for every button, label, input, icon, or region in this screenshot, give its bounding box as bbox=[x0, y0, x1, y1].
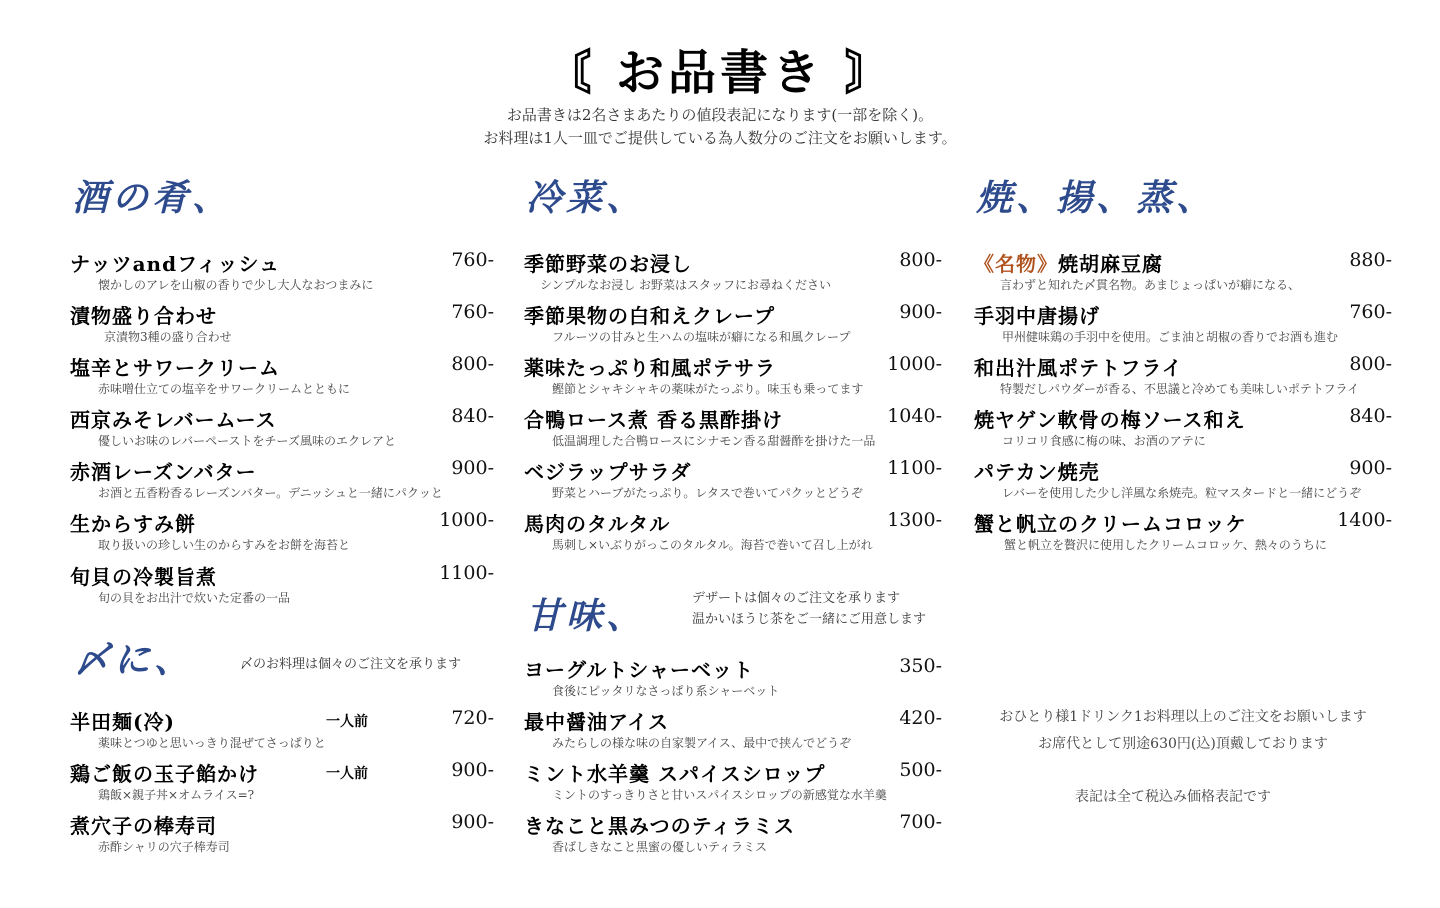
item-description: お酒と五香粉香るレーズンバター。デニッシュと一緒にパクッと bbox=[98, 486, 443, 500]
menu-item bbox=[974, 508, 1392, 560]
menu-item bbox=[524, 758, 942, 810]
item-name: 赤酒レーズンバター bbox=[70, 460, 257, 484]
menu-item bbox=[974, 404, 1392, 456]
section-heading-reisai: 冷菜、 bbox=[526, 177, 647, 219]
menu-item bbox=[524, 810, 942, 862]
footer-note-tax: 表記は全て税込み価格表記です bbox=[1075, 789, 1271, 805]
item-name: 生からすみ餅 bbox=[70, 512, 196, 536]
item-price: 800- bbox=[451, 353, 494, 375]
item-price: 500- bbox=[899, 759, 942, 781]
item-description: 鶏飯×親子丼×オムライス=? bbox=[98, 788, 255, 802]
item-name: パテカン焼売 bbox=[974, 460, 1100, 484]
item-name: ヨーグルトシャーベット bbox=[524, 658, 754, 682]
menu-item bbox=[70, 758, 494, 810]
item-price: 1100- bbox=[887, 457, 942, 479]
intro-line-1: お品書きは2名さまあたりの値段表記になります(一部を除く)。 bbox=[506, 106, 934, 124]
item-description: コリコリ食感に梅の味、お酒のアテに bbox=[1002, 434, 1206, 448]
item-name-text: 焼胡麻豆腐 bbox=[1058, 252, 1163, 276]
item-name: 季節野菜のお浸し bbox=[524, 252, 692, 276]
item-description: 赤酢シャリの穴子棒寿司 bbox=[98, 840, 230, 854]
item-name: 煮穴子の棒寿司 bbox=[70, 814, 217, 838]
menu-item bbox=[524, 654, 942, 706]
item-description: 食後にピッタリなさっぱり系シャーベット bbox=[552, 684, 780, 698]
item-name: 薬味たっぷり和風ポテサラ bbox=[524, 356, 776, 380]
item-description: 言わずと知れた〆貫名物。あまじょっぱいが癖になる、 bbox=[1000, 278, 1301, 292]
item-name bbox=[974, 248, 1163, 277]
item-price: 1000- bbox=[887, 353, 942, 375]
item-description: 特製だしパウダーが香る、不思議と冷めても美味しいポテトフライ bbox=[1000, 382, 1360, 396]
item-name: 手羽中唐揚げ bbox=[974, 304, 1100, 328]
menu-item bbox=[974, 352, 1392, 404]
item-price: 1300- bbox=[887, 509, 942, 531]
item-price: 1000- bbox=[439, 509, 494, 531]
menu-item bbox=[70, 706, 494, 758]
menu-item bbox=[974, 456, 1392, 508]
section-heading-yaki: 焼、揚、蒸、 bbox=[976, 177, 1217, 219]
item-description: 鰹節とシャキシャキの薬味がたっぷり。味玉も乗ってます bbox=[552, 382, 864, 396]
item-portion: 一人前 bbox=[326, 714, 368, 730]
item-price: 800- bbox=[1349, 353, 1392, 375]
item-description: 薬味とつゆと思いっきり混ぜてさっぱりと bbox=[98, 736, 326, 750]
menu-item bbox=[524, 706, 942, 758]
item-price: 840- bbox=[451, 405, 494, 427]
item-name: 漬物盛り合わせ bbox=[70, 304, 217, 328]
item-portion: 一人前 bbox=[326, 766, 368, 782]
item-description: 旬の貝をお出汁で炊いた定番の一品 bbox=[98, 591, 291, 605]
item-name: 季節果物の白和えクレープ bbox=[524, 304, 775, 328]
menu-item bbox=[70, 508, 494, 560]
item-name: 塩辛とサワークリーム bbox=[70, 356, 280, 380]
item-price: 900- bbox=[451, 457, 494, 479]
item-price: 880- bbox=[1349, 249, 1392, 271]
item-name: ベジラップサラダ bbox=[524, 460, 692, 484]
menu-item bbox=[70, 810, 494, 862]
item-description: 取り扱いの珍しい生のからすみをお餅を海苔と bbox=[98, 538, 351, 552]
amami-note-1: デザートは個々のご注文を承ります bbox=[692, 591, 901, 606]
item-price: 1100- bbox=[439, 562, 494, 584]
item-description: 野菜とハーブがたっぷり。レタスで巻いてパクッとどうぞ bbox=[552, 486, 863, 500]
item-price: 800- bbox=[899, 249, 942, 271]
item-name: 合鴨ロース煮 香る黒酢掛け bbox=[524, 408, 783, 432]
menu-item bbox=[70, 300, 494, 352]
item-price: 760- bbox=[1349, 301, 1392, 323]
item-name: 旬貝の冷製旨煮 bbox=[70, 565, 217, 589]
menu-item bbox=[70, 456, 494, 508]
item-name: 西京みそレバームース bbox=[70, 408, 277, 432]
item-description: レバーを使用した少し洋風な糸焼売。粒マスタードと一緒にどうぞ bbox=[1002, 486, 1362, 500]
item-price: 900- bbox=[451, 759, 494, 781]
item-description: 香ばしきなこと黒蜜の優しいティラミス bbox=[552, 840, 768, 854]
menu-item bbox=[70, 404, 494, 456]
menu-item bbox=[70, 248, 494, 300]
item-name: 蟹と帆立のクリームコロッケ bbox=[974, 512, 1247, 536]
specialty-tag: 《名物》 bbox=[974, 252, 1058, 276]
menu-item bbox=[524, 352, 942, 404]
item-price: 840- bbox=[1349, 405, 1392, 427]
item-name: 半田麺(冷) bbox=[70, 710, 175, 734]
item-name: ナッツandフィッシュ bbox=[70, 252, 281, 276]
shime-note: 〆のお料理は個々のご注文を承ります bbox=[240, 657, 462, 672]
item-description: ミントのすっきりさと甘いスパイスシロップの新感覚な水羊羹 bbox=[552, 788, 887, 802]
item-name: 馬肉のタルタル bbox=[524, 512, 671, 536]
item-name: 焼ヤゲン軟骨の梅ソース和え bbox=[974, 408, 1246, 432]
menu-item bbox=[974, 248, 1392, 300]
menu-title: 〘 お品書き 〙 bbox=[543, 45, 897, 101]
menu-item bbox=[524, 248, 942, 300]
menu-item bbox=[70, 352, 494, 404]
menu-item bbox=[524, 404, 942, 456]
item-name: 和出汁風ポテトフライ bbox=[974, 356, 1183, 380]
item-price: 420- bbox=[899, 707, 942, 729]
item-description: シンプルなお浸し お野菜はスタッフにお尋ねください bbox=[540, 278, 832, 292]
item-name: 鶏ご飯の玉子餡かけ bbox=[70, 762, 259, 786]
item-name: 最中醤油アイス bbox=[524, 710, 669, 734]
section-heading-shime: 〆に、 bbox=[74, 639, 195, 681]
item-description: 低温調理した合鴨ロースにシナモン香る甜醤酢を掛けた一品 bbox=[552, 434, 876, 448]
menu-item bbox=[524, 508, 942, 560]
menu-item bbox=[70, 561, 494, 613]
item-description: フルーツの甘みと生ハムの塩味が癖になる和風クレープ bbox=[552, 330, 851, 344]
item-price: 350- bbox=[899, 655, 942, 677]
item-price: 760- bbox=[451, 301, 494, 323]
footer-note-seat-charge: お席代として別途630円(込)頂戴しております bbox=[1038, 736, 1328, 752]
item-description: みたらしの様な味の自家製アイス、最中で挟んでどうぞ bbox=[552, 736, 852, 750]
footer-note-drink: おひとり様1ドリンク1お料理以上のご注文をお願いします bbox=[999, 709, 1367, 725]
menu-item bbox=[974, 300, 1392, 352]
item-price: 700- bbox=[899, 811, 942, 833]
intro-line-2: お料理は1人一皿でご提供している為人数分のご注文をお願いします。 bbox=[483, 129, 957, 147]
item-price: 1400- bbox=[1337, 509, 1392, 531]
item-description: 京漬物3種の盛り合わせ bbox=[104, 330, 232, 344]
item-description: 優しいお味のレバーペーストをチーズ風味のエクレアと bbox=[98, 434, 396, 448]
section-heading-amami: 甘味、 bbox=[526, 595, 647, 637]
item-price: 900- bbox=[451, 811, 494, 833]
item-description: 馬刺し×いぶりがっこのタルタル。海苔で巻いて召し上がれ bbox=[552, 538, 873, 552]
item-description: 懐かしのアレを山椒の香りで少し大人なおつまみに bbox=[98, 278, 374, 292]
item-description: 赤味噌仕立ての塩辛をサワークリームとともに bbox=[98, 382, 351, 396]
item-price: 1040- bbox=[887, 405, 942, 427]
section-heading-sake: 酒の肴、 bbox=[72, 177, 233, 219]
item-price: 900- bbox=[1349, 457, 1392, 479]
menu-item bbox=[524, 300, 942, 352]
item-name: ミント水羊羹 スパイスシロップ bbox=[524, 762, 826, 786]
item-price: 760- bbox=[451, 249, 494, 271]
item-price: 720- bbox=[451, 707, 494, 729]
item-price: 900- bbox=[899, 301, 942, 323]
menu-item bbox=[524, 456, 942, 508]
amami-note-2: 温かいほうじ茶をご一緒にご用意します bbox=[692, 612, 927, 627]
item-description: 甲州健味鶏の手羽中を使用。ごま油と胡椒の香りでお酒も進む bbox=[1002, 330, 1339, 344]
item-name: きなこと黒みつのティラミス bbox=[524, 814, 795, 838]
item-description: 蟹と帆立を贅沢に使用したクリームコロッケ、熱々のうちに bbox=[1004, 538, 1327, 552]
